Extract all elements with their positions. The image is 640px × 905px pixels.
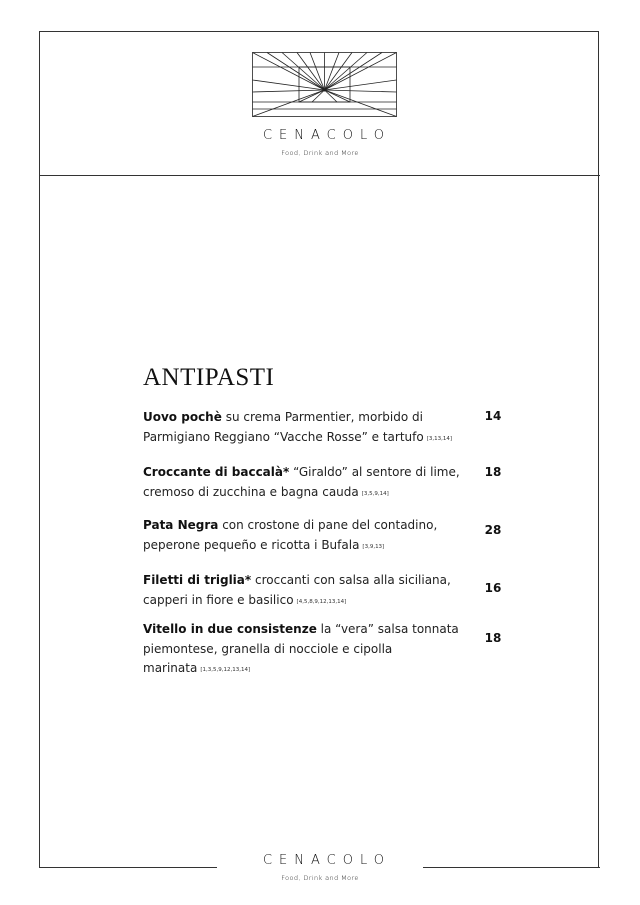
menu-item [143, 516, 473, 557]
menu-item-description: la “vera” salsa tonnata piemontese, granella di nocciole e cipolla marinata [143, 622, 459, 675]
footer-brand-tagline: Food, Drink and More [281, 874, 359, 882]
menu-item-name: Filetti di triglia* [143, 573, 252, 587]
menu-item-allergens: [1,3,5,9,12,13,14] [200, 667, 251, 673]
menu-item [143, 571, 473, 612]
menu-item-allergens: [4,5,8,9,12,13,14] [296, 598, 347, 605]
menu-item-price: 28 [484, 523, 502, 537]
header-divider [39, 175, 600, 176]
menu-item-allergens: [3,5,9,14] [361, 490, 389, 497]
menu-item-description: “Giraldo” al sentore di lime, cremoso di zucchina e bagna cauda [143, 465, 460, 499]
footer-brand-name: CENACOLO [262, 853, 391, 868]
menu-item-name: Vitello in due consistenze [143, 622, 317, 636]
menu-item-description: con crostone di pane del contadino, peperone pequeño e ricotta i Bufala [143, 518, 438, 552]
menu-item-description: croccanti con salsa alla siciliana, capperi in fiore e basilico [143, 573, 451, 607]
brand-tagline: Food, Drink and More [281, 149, 359, 157]
menu-item-name: Croccante di baccalà* [143, 465, 290, 479]
menu-item-price: 14 [484, 409, 502, 423]
menu-item-description: su crema Parmentier, morbido di Parmigiano Reggiano “Vacche Rosse” e tartufo [143, 410, 424, 444]
menu-item-price: 16 [484, 581, 502, 595]
menu-item-price: 18 [484, 465, 502, 479]
brand-name: CENACOLO [262, 128, 391, 143]
menu-item [143, 463, 473, 504]
menu-item-name: Uovo pochè [143, 410, 222, 424]
cenacolo-logo-icon [252, 52, 397, 117]
section-title: ANTIPASTI [143, 364, 275, 391]
menu-item [143, 620, 473, 681]
menu-item-price: 18 [484, 631, 502, 645]
menu-item-name: Pata Negra [143, 518, 219, 532]
menu-item-allergens: [3,13,14] [426, 435, 452, 442]
menu-item-allergens: [3,9,13] [362, 543, 385, 550]
menu-item [143, 408, 473, 449]
